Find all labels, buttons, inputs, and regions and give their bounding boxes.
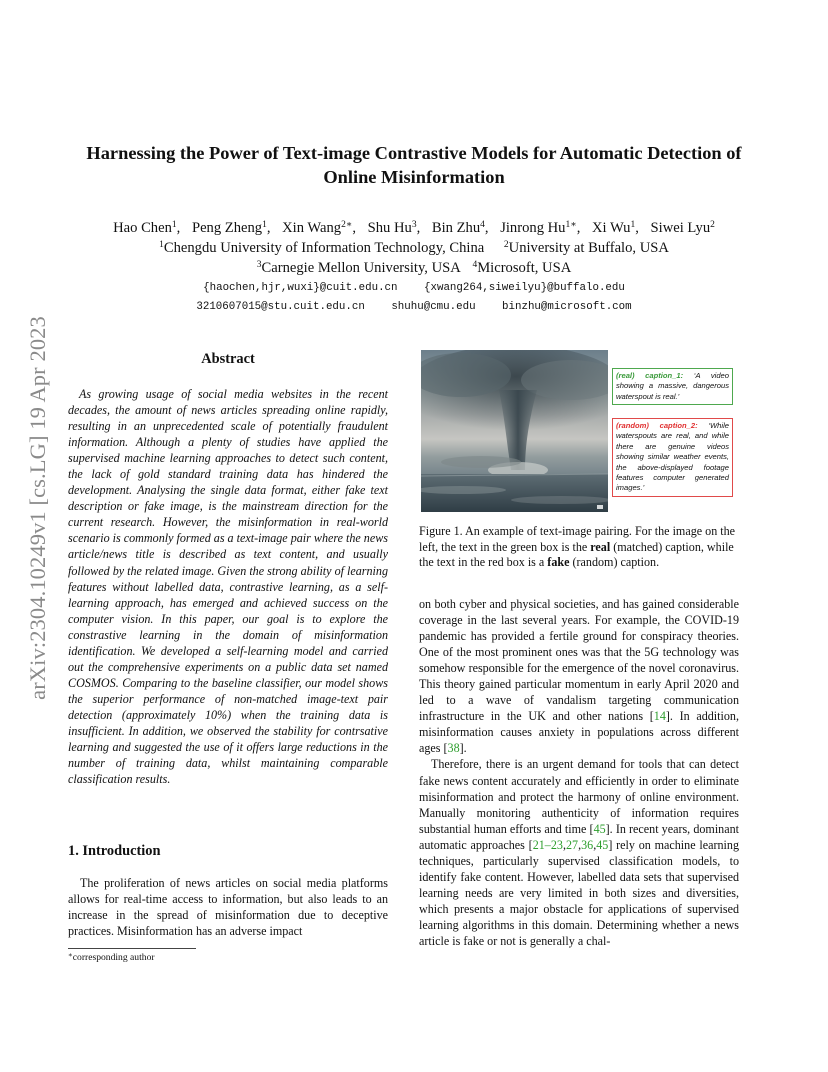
author-affiliation-mark: 4 [480,220,485,230]
citation-link[interactable]: 45 [596,837,609,852]
email-address: {haochen,hjr,wuxi}@cuit.edu.cn [203,282,398,294]
citation-link[interactable]: 38 [447,741,460,756]
waterspout-illustration [421,350,608,512]
author-list: Hao Chen$^1$, Peng Zheng$^1$, Xin Wang$^{2∗}$, Shu Hu$^3$, Bin Zhu$^4$, Jinrong $Hu^{1∗}$, Xi Wu$^1$, Siwei Lyu$^2$ [113,220,715,236]
author-name: Peng Zheng [191,220,263,236]
author-affiliation-mark: 1 [171,220,177,230]
text-run: ]. In recent years, dominant automatic approaches [ [419,821,740,852]
introduction-continued [419,596,739,949]
author-name: Xin Wang [282,220,342,236]
citation-link[interactable]: 36 [581,837,594,852]
author-affiliation-mark: 2∗ [341,220,353,230]
caption-real-word: real [590,539,611,554]
introduction-text: The proliferation of news articles on social media platforms allows for real-time access to information, but also leads to an increase in the spread of misinformation due to deceptive practices. Misinformation has an adverse impact [68,876,388,939]
author-name: Jinrong Hu [500,220,566,236]
introduction-heading: 1. Introduction [68,843,161,859]
affiliation-mark: 2 [503,240,509,250]
affiliation-mark: 4 [472,260,478,270]
text-run: ]. [459,741,467,756]
caption-part: (random) caption. [569,555,660,569]
arxiv-identifier-text: arXiv:2304.10249v1 [cs.LG] 19 Apr 2023 [25,316,50,700]
author-affiliation-mark: 3 [411,220,417,230]
affiliation-name: University at Buffalo, USA [508,240,669,256]
figure-caption-text [419,524,739,571]
affiliation-line [60,238,768,258]
email-address: binzhu@microsoft.com [502,301,632,313]
abstract-heading: Abstract [201,351,255,367]
citation-link[interactable]: 27 [565,837,579,852]
affiliation-name: Microsoft, USA [477,260,572,276]
citation-link[interactable]: 14 [653,709,666,724]
body-paragraph [419,596,739,756]
email-line [60,298,768,317]
real-caption-text: ‘A video showing a massive, dangerous waterspout is real.’ [616,371,729,401]
author-affiliation-mark: 1 [262,220,267,230]
caption-part: Figure 1. An example of text-image pairing. For the image on the left, the text in the green box is the [419,524,736,554]
author-name: Shu Hu [367,220,412,236]
footnote-divider [68,948,196,949]
affiliation-name: Chengdu University of Information Technology, China [163,240,485,256]
footnote-text: corresponding author [72,952,155,963]
footnote-mark: ∗ [68,951,73,959]
body-paragraph [419,756,739,949]
figure-caption [419,524,739,571]
citation-link[interactable]: 45 [593,821,606,836]
email-line [60,279,768,298]
affiliation-mark: 3 [256,260,262,270]
text-run: on both cyber and physical societies, and has gained considerable coverage in the last several years. For example, the COVID-19 pandemic has provided a fertile ground for conspiracy theories. One of the most prominent ones was that the 5G technology was somehow responsible for the emergence of the novel coronavirus. This theory gained particular momentum in early April 2020 and led to a wave of vandalism targeting communication infrastructure in the UK and other nations [ [419,597,739,724]
abstract-text: As growing usage of social media websites in the recent decades, the amount of news articles spreading online rapidly, resulting in an unprecedented scale of potentially fraudulent information. Although a plenty of studies have applied the supervised machine learning approaches to detect such content, the lack of gold standard training data has hindered the development. Analysing the single data format, either fake text description or fake image, is the mainstream direction for the current research. However, the misinformation in real-world scenario is commonly formed as a text-image pair where the news article/news title is described as text content, and usually followed by the related image. Given the strong ability of learning features without labelled data, contrastive learning, as a self-learning approach, has emerged and achieved success on the computer vision. In this paper, our goal is to explore the constrastive learning in the domain of misinformation identification. We developed a self-learning model and carried out the comprehensive experiments on a public data set named COSMOS. Comparing to the baseline classifier, our model shows the superior performance of non-matched image-text pair detection (approximately 10%) when the training data is insufficient. In addition, we observed the stability for contrsative learning and suggested the use of it offers large reductions in the number of training data, whilst maintaining comparable classification results. [68,387,388,787]
citation-link[interactable]: 21 [532,837,545,852]
email-address: 3210607015@stu.cuit.edu.cn [196,301,365,313]
random-caption-text: ‘While waterspouts are real, and while there are genuine videos showing similar weather events, the above-displayed footage features computer generated images.’ [616,421,729,493]
citation-link[interactable]: 23 [550,837,563,852]
author-affiliation-mark: 1∗ [565,220,577,230]
caption-fake-word: fake [547,555,570,569]
text-run: ] rely on machine learning techniques, particularly supervised classification models, to identify fake content. However, labelled data sets that supervised learning needs are very limited in both sizes and diversities, which presents a major obstacle for applications of supervised learning algorithms in this domain. Determining whether a news article is fake or not is generally a chal- [419,837,740,948]
author-name: Bin Zhu [431,220,481,236]
author-name: Siwei Lyu [650,220,711,236]
affiliation-line [60,258,768,278]
arxiv-identifier-stamp [20,286,56,730]
email-address: shuhu@cmu.edu [391,301,476,313]
citation-link[interactable]: – [544,837,551,852]
text-run: , [593,837,597,852]
waterspout-image [421,350,608,512]
random-caption-box [612,418,733,497]
caption-part: (matched) caption, while the text in the red box is a [419,539,734,569]
real-caption-box [612,368,733,405]
abstract-section [68,348,388,787]
random-caption-label: (random) caption_2: [616,421,698,430]
paper-title: Harnessing the Power of Text-image Contrastive Models for Automatic Detection of Online Misinformation [86,143,742,187]
affiliation-mark: 1 [159,240,164,250]
author-block [60,218,768,278]
text-run: Therefore, there is an urgent demand for tools that can detect fake news content accurately and efficiently in order to eliminate misinformation and protect the harmony of online environment. Manually monitoring authenticity of information requires substantial human efforts and time [ [419,757,739,836]
text-run: , [578,837,582,852]
text-run: , [562,837,566,852]
affiliation-name: Carnegie Mellon University, USA [261,260,461,276]
real-caption-label: (real) caption_1: [616,371,684,380]
author-name: Xi Wu [592,220,631,236]
email-address: {xwang264,siweilyu}@buffalo.edu [424,282,625,294]
email-block [60,279,768,317]
text-run: ]. In addition, misinformation causes anxiety in populations across different ages [ [419,709,739,756]
author-name: Hao Chen [113,220,172,236]
footnote [68,952,155,964]
author-affiliation-mark: 1 [630,220,636,230]
author-affiliation-mark: 2 [710,220,715,230]
